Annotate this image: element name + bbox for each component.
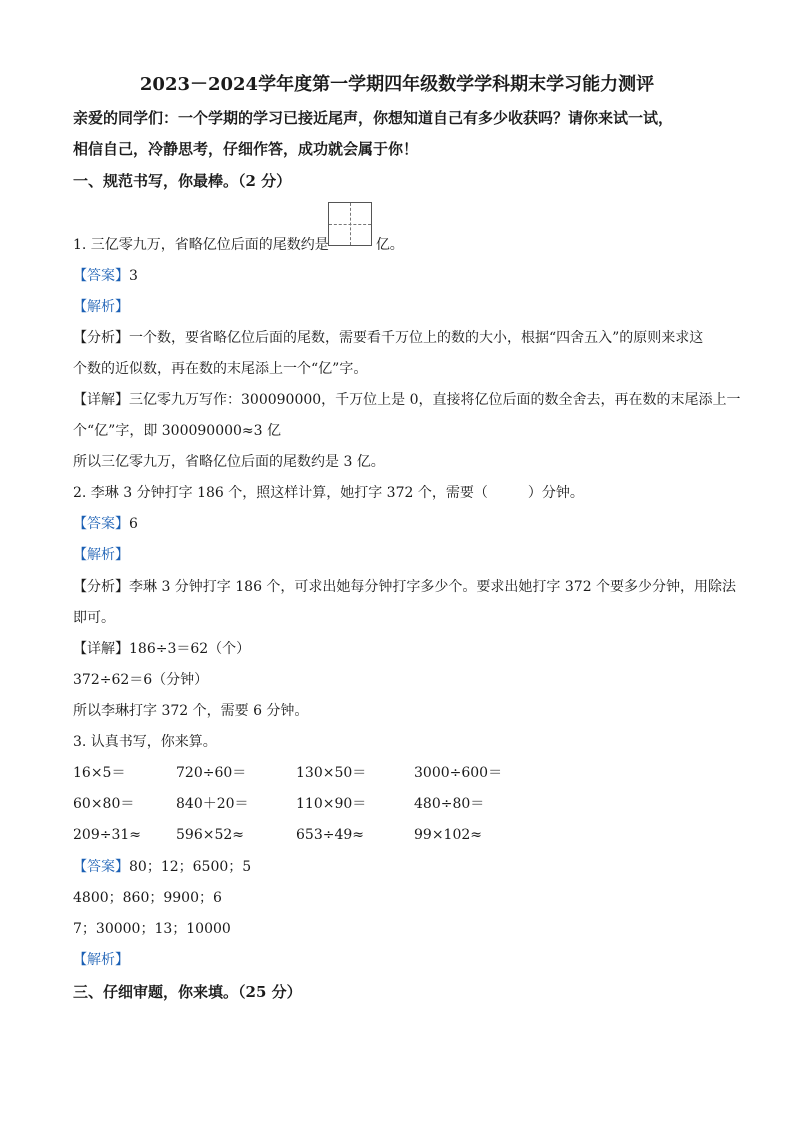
question-2-text-after: ）分钟。 bbox=[527, 485, 584, 501]
xiangjie-text: 三亿零九万写作：300090000，千万位上是 0，直接将亿位后面的数全舍去，再在数的末尾添上一 bbox=[129, 392, 741, 408]
q2-step-2: 372÷62＝6（分钟） bbox=[73, 672, 209, 688]
q2-answer bbox=[73, 514, 138, 534]
question-2-text-before: 2. 李琳 3 分钟打字 186 个，照这样计算，她打字 372 个，需要（ bbox=[73, 485, 488, 501]
q2-conclusion: 所以李琳打字 372 个，需要 6 分钟。 bbox=[73, 703, 309, 719]
answer-value: 6 bbox=[129, 516, 138, 532]
q3-analysis-tag: 【解析】 bbox=[73, 952, 129, 968]
q1-conclusion: 所以三亿零九万，省略亿位后面的尾数约是 3 亿。 bbox=[73, 454, 385, 470]
answer-tag: 【答案】 bbox=[73, 516, 129, 532]
q3-answer-2: 4800；860；9900；6 bbox=[73, 890, 222, 906]
answer-value: 3 bbox=[129, 268, 138, 284]
fenxi-tag: 【分析】 bbox=[73, 579, 129, 595]
calc-item: 720÷60＝ bbox=[176, 765, 247, 781]
fenxi-text: 一个数，要省略亿位后面的尾数，需要看千万位上的数的大小，根据“四舍五入”的原则来求这 bbox=[129, 330, 704, 346]
question-3: 3. 认真书写，你来算。 bbox=[73, 734, 217, 750]
calc-item: 60×80＝ bbox=[73, 796, 135, 812]
calc-item: 480÷80＝ bbox=[414, 796, 485, 812]
question-1-text-before: 1. 三亿零九万，省略亿位后面的尾数约是 bbox=[73, 237, 329, 253]
q2-fenxi-2: 即可。 bbox=[73, 610, 115, 626]
answer-value: 80；12；6500；5 bbox=[129, 859, 252, 875]
q1-xiangjie-2: 个“亿”字，即 300090000≈3 亿 bbox=[73, 423, 282, 439]
fenxi-tag: 【分析】 bbox=[73, 330, 129, 346]
q1-fenxi-1 bbox=[73, 328, 703, 348]
section-3-heading: 三、仔细审题，你来填。（25 分） bbox=[73, 983, 302, 1001]
intro-line-1: 亲爱的同学们：一个学期的学习已接近尾声，你想知道自己有多少收获吗？请你来试一试， bbox=[73, 109, 674, 127]
tianzi-grid-box bbox=[328, 202, 372, 246]
q1-answer bbox=[73, 266, 138, 286]
calc-item: 16×5＝ bbox=[73, 765, 126, 781]
page-title: 2023－2024学年度第一学期四年级数学学科期末学习能力测评 bbox=[139, 74, 655, 95]
q2-fenxi-1 bbox=[73, 577, 736, 597]
calc-item: 130×50＝ bbox=[296, 765, 367, 781]
q1-xiangjie-1 bbox=[73, 390, 741, 410]
intro-line-2: 相信自己，冷静思考，仔细作答，成功就会属于你！ bbox=[73, 140, 419, 158]
q1-analysis-tag: 【解析】 bbox=[73, 299, 129, 315]
calc-item: 209÷31≈ bbox=[73, 827, 141, 843]
calc-item: 840＋20＝ bbox=[176, 796, 249, 812]
q2-analysis-tag: 【解析】 bbox=[73, 547, 129, 563]
xiangjie-tag: 【详解】 bbox=[73, 641, 129, 657]
q3-answer-1 bbox=[73, 857, 251, 877]
question-2 bbox=[73, 483, 584, 503]
calc-item: 99×102≈ bbox=[414, 827, 482, 843]
answer-tag: 【答案】 bbox=[73, 859, 129, 875]
calc-item: 653÷49≈ bbox=[296, 827, 364, 843]
fenxi-text: 李琳 3 分钟打字 186 个，可求出她每分钟打字多少个。要求出她打字 372 个要多少分钟，用除法 bbox=[129, 579, 737, 595]
q3-answer-3: 7；30000；13；10000 bbox=[73, 921, 231, 937]
q1-fenxi-2: 个数的近似数，再在数的末尾添上一个“亿”字。 bbox=[73, 361, 368, 377]
step-text: 186÷3＝62（个） bbox=[129, 641, 251, 657]
calc-item: 110×90＝ bbox=[296, 796, 367, 812]
xiangjie-tag: 【详解】 bbox=[73, 392, 129, 408]
calc-item: 596×52≈ bbox=[176, 827, 244, 843]
answer-tag: 【答案】 bbox=[73, 268, 129, 284]
section-1-heading: 一、规范书写，你最棒。（2 分） bbox=[73, 172, 292, 190]
question-1-text-after: 亿。 bbox=[375, 237, 404, 253]
calc-item: 3000÷600＝ bbox=[414, 765, 503, 781]
q2-step-1 bbox=[73, 639, 250, 659]
